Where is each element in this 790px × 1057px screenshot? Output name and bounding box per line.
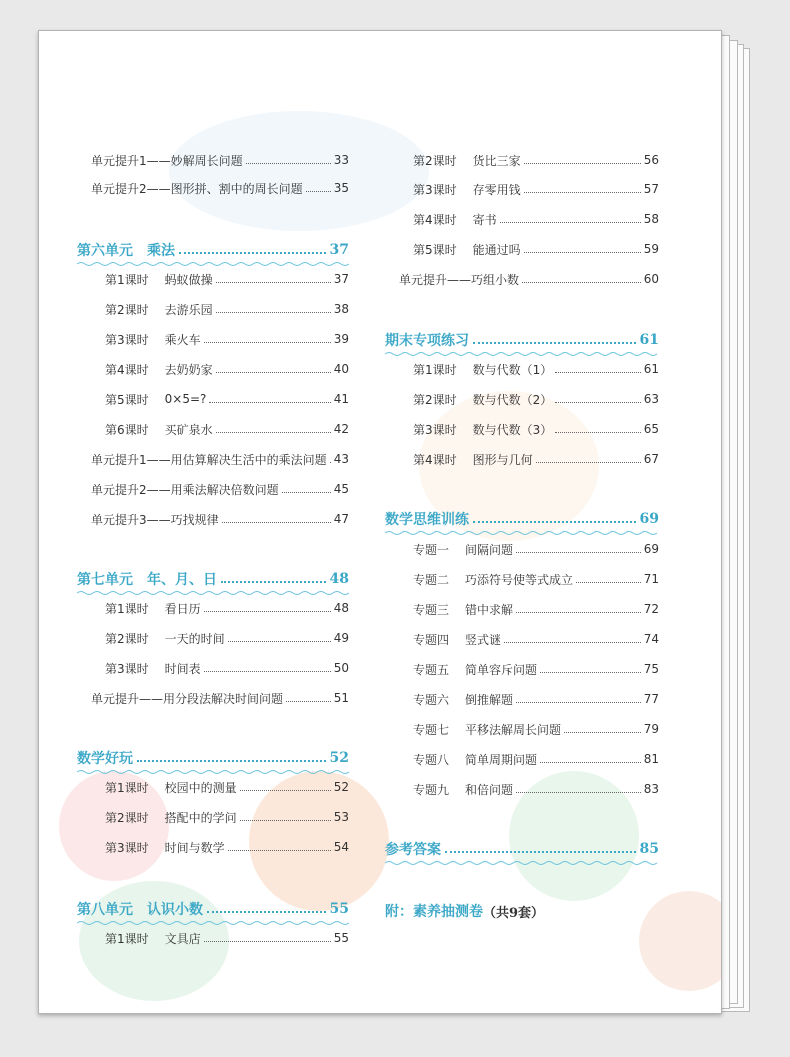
page-number: 77 [643,692,659,706]
leader-dots [204,671,331,672]
lesson-topic: 间隔问题 [465,542,514,557]
page-number: 69 [639,511,659,527]
page-number: 42 [333,422,349,436]
leader-dots [240,790,331,791]
leader-dots [500,222,641,223]
lesson-topic: 错中求解 [465,602,514,617]
lesson-number: 第1课时 [105,601,149,616]
page-number: 71 [643,572,659,586]
lesson-topic: 平移法解周长问题 [465,722,562,737]
lesson-row[interactable] [105,417,349,441]
lesson-row[interactable] [105,805,349,829]
lesson-number: 第2课时 [105,631,149,646]
appendix-heading[interactable] [385,898,659,924]
leader-dots [445,851,636,853]
section-title: 第六单元 乘法 [77,243,175,259]
lesson-number: 第5课时 [413,242,457,257]
lesson-number: 第1课时 [105,931,149,946]
leader-dots [536,462,641,463]
lesson-topic: 看日历 [164,601,201,616]
leader-dots [555,432,640,433]
page-number: 51 [333,691,349,705]
leader-dots [216,432,331,433]
leader-dots [246,163,331,164]
toc-entry[interactable] [91,176,349,200]
entry-label: 单元提升3——巧找规律 [91,512,219,527]
page-number: 69 [643,542,659,556]
lesson-topic: 蚂蚁做操 [164,272,213,287]
lesson-row[interactable] [413,627,659,651]
page-number: 48 [329,571,349,587]
entry-label: 单元提升2——用乘法解决倍数问题 [91,482,279,497]
appendix-title: 附：素养抽测卷 [385,904,483,920]
page-number: 85 [639,841,659,857]
lesson-row[interactable] [413,777,659,801]
lesson-row[interactable] [105,357,349,381]
section-heading-answers[interactable] [385,836,659,862]
lesson-number: 专题一 [413,542,450,557]
lesson-row[interactable] [105,626,349,650]
lesson-topic: 去游乐园 [164,302,213,317]
lesson-row[interactable] [105,596,349,620]
lesson-number: 第3课时 [105,332,149,347]
leader-dots [240,820,331,821]
wavy-divider [385,530,659,536]
lesson-number: 专题八 [413,752,450,767]
lesson-topic: 能通过吗 [472,242,521,257]
lesson-number: 第2课时 [413,392,457,407]
appendix-count: （共9套） [483,905,545,921]
leader-dots [209,402,330,403]
lesson-number: 第4课时 [413,452,457,467]
lesson-number: 专题三 [413,602,450,617]
leader-dots [282,492,331,493]
lesson-row[interactable] [413,747,659,771]
lesson-number: 第4课时 [413,212,457,227]
lesson-row[interactable] [105,387,349,411]
lesson-topic: 一天的时间 [164,631,225,646]
leader-dots [216,282,331,283]
section-title: 数学思维训练 [385,512,469,528]
leader-dots [207,911,326,913]
lesson-topic: 数与代数（2） [472,392,553,407]
lesson-topic: 寄书 [472,212,497,227]
lesson-row[interactable] [413,387,659,411]
leader-dots [221,581,326,583]
lesson-number: 专题五 [413,662,450,677]
lesson-row[interactable] [105,297,349,321]
toc-entry[interactable] [399,267,659,291]
lesson-number: 第4课时 [105,362,149,377]
lesson-row[interactable] [413,148,659,172]
lesson-row[interactable] [413,357,659,381]
lesson-number: 第3课时 [413,422,457,437]
leader-dots [228,641,331,642]
page-number: 52 [329,750,349,766]
lesson-number: 第2课时 [413,153,457,168]
lesson-row[interactable] [413,687,659,711]
leader-dots [228,850,331,851]
toc-entry[interactable] [91,148,349,172]
lesson-row[interactable] [105,926,349,950]
section-heading-final[interactable] [385,327,659,353]
wavy-divider [385,860,659,866]
page-number: 72 [643,602,659,616]
lesson-number: 第3课时 [105,840,149,855]
page-number: 60 [643,272,659,286]
page-number: 55 [329,901,349,917]
lesson-number: 第3课时 [413,182,457,197]
lesson-row[interactable] [105,267,349,291]
page-number: 43 [333,452,349,466]
page-number: 54 [333,840,349,854]
lesson-topic: 数与代数（3） [472,422,553,437]
lesson-topic: 存零用钱 [472,182,521,197]
page-number: 74 [643,632,659,646]
lesson-row[interactable] [413,567,659,591]
leader-dots [516,702,641,703]
page-number: 47 [333,512,349,526]
leader-dots [473,521,636,523]
section-heading-unit7[interactable] [77,566,349,592]
lesson-row[interactable] [413,417,659,441]
page-number: 37 [333,272,349,286]
leader-dots [330,462,331,463]
lesson-row[interactable] [413,447,659,471]
lesson-topic: 时间表 [164,661,201,676]
section-title: 参考答案 [385,842,441,858]
page-number: 61 [643,362,659,376]
entry-label: 单元提升1——用估算解决生活中的乘法问题 [91,452,327,467]
lesson-topic: 乘火车 [164,332,201,347]
lesson-topic: 简单容斥问题 [465,662,538,677]
leader-dots [137,760,326,762]
leader-dots [540,762,641,763]
lesson-number: 第1课时 [413,362,457,377]
lesson-row[interactable] [413,597,659,621]
leader-dots [516,552,641,553]
section-title: 第八单元 认识小数 [77,902,203,918]
lesson-topic: 竖式谜 [465,632,502,647]
leader-dots [564,732,641,733]
page-number: 53 [333,810,349,824]
section-heading-unit8[interactable] [77,896,349,922]
page-number: 79 [643,722,659,736]
lesson-number: 第6课时 [105,422,149,437]
page-number: 39 [333,332,349,346]
lesson-number: 第2课时 [105,810,149,825]
lesson-topic: 文具店 [164,931,201,946]
entry-label: 单元提升——巧组小数 [399,272,520,287]
page-number: 59 [643,242,659,256]
section-title: 第七单元 年、月、日 [77,572,217,588]
leader-dots [222,522,331,523]
section-heading-fun[interactable] [77,745,349,771]
leader-dots [204,611,331,612]
lesson-number: 专题二 [413,572,450,587]
lesson-topic: 去奶奶家 [164,362,213,377]
lesson-number: 第5课时 [105,392,149,407]
leader-dots [576,582,641,583]
section-title: 数学好玩 [77,751,133,767]
toc-entry[interactable] [91,447,349,471]
lesson-number: 专题七 [413,722,450,737]
lesson-topic: 和倍问题 [465,782,514,797]
lesson-topic: 0×5=? [164,392,207,406]
entry-label: 单元提升——用分段法解决时间问题 [91,691,284,706]
leader-dots [286,701,331,702]
lesson-row[interactable] [105,327,349,351]
page-number: 45 [333,482,349,496]
lesson-topic: 图形与几何 [472,452,533,467]
page-number: 50 [333,661,349,675]
page-number: 55 [333,931,349,945]
lesson-number: 第1课时 [105,272,149,287]
lesson-number: 第1课时 [105,780,149,795]
lesson-row[interactable] [413,717,659,741]
leader-dots [504,642,641,643]
lesson-topic: 买矿泉水 [164,422,213,437]
leader-dots [555,372,640,373]
page-number: 33 [333,153,349,167]
page-number: 49 [333,631,349,645]
leader-dots [306,191,331,192]
page-number: 61 [639,332,659,348]
leader-dots [522,282,641,283]
entry-label: 单元提升2——图形拼、割中的周长问题 [91,181,303,196]
leader-dots [179,252,326,254]
page-number: 40 [333,362,349,376]
lesson-topic: 倒推解题 [465,692,514,707]
lesson-number: 专题六 [413,692,450,707]
page-number: 75 [643,662,659,676]
lesson-row[interactable] [413,207,659,231]
lesson-row[interactable] [413,237,659,261]
lesson-topic: 校园中的测量 [164,780,237,795]
leader-dots [516,792,641,793]
toc-page [38,30,722,1014]
lesson-row[interactable] [413,537,659,561]
page-number: 58 [643,212,659,226]
leader-dots [473,342,636,344]
lesson-number: 第3课时 [105,661,149,676]
lesson-topic: 数与代数（1） [472,362,553,377]
toc-entry[interactable] [91,507,349,531]
lesson-row[interactable] [413,177,659,201]
lesson-number: 专题四 [413,632,450,647]
lesson-topic: 货比三家 [472,153,521,168]
page-number: 48 [333,601,349,615]
page-number: 67 [643,452,659,466]
lesson-topic: 搭配中的学问 [164,810,237,825]
page-number: 65 [643,422,659,436]
leader-dots [216,312,331,313]
lesson-topic: 时间与数学 [164,840,225,855]
page-number: 81 [643,752,659,766]
page-number: 38 [333,302,349,316]
leader-dots [216,372,331,373]
leader-dots [555,402,640,403]
leader-dots [524,192,641,193]
lesson-topic: 巧添符号使等式成立 [465,572,574,587]
lesson-row[interactable] [105,775,349,799]
leader-dots [540,672,641,673]
section-title: 期末专项练习 [385,333,469,349]
toc-entry[interactable] [91,686,349,710]
lesson-topic: 简单周期问题 [465,752,538,767]
lesson-row[interactable] [105,656,349,680]
leader-dots [204,342,331,343]
page-number: 63 [643,392,659,406]
page-number: 57 [643,182,659,196]
page-number: 41 [333,392,349,406]
page-number: 56 [643,153,659,167]
page-number: 83 [643,782,659,796]
leader-dots [524,252,641,253]
page-number: 35 [333,181,349,195]
entry-label: 单元提升1——妙解周长问题 [91,153,243,168]
section-heading-unit6[interactable] [77,237,349,263]
leader-dots [524,163,641,164]
lesson-row[interactable] [413,657,659,681]
leader-dots [204,941,331,942]
toc-entry[interactable] [91,477,349,501]
leader-dots [516,612,641,613]
page-number: 52 [333,780,349,794]
lesson-number: 第2课时 [105,302,149,317]
page-number: 37 [329,242,349,258]
section-heading-thinking[interactable] [385,506,659,532]
lesson-row[interactable] [105,835,349,859]
lesson-number: 专题九 [413,782,450,797]
